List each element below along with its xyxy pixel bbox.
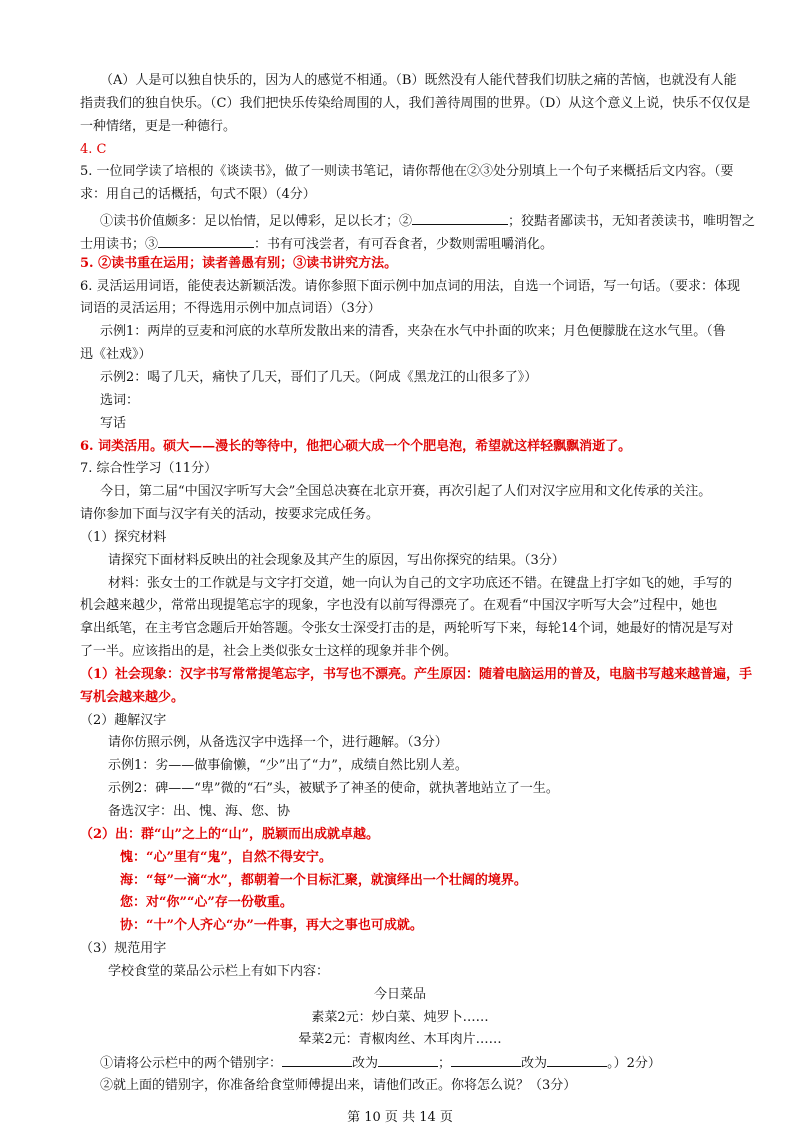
correct-char-1-blank[interactable] <box>378 1054 438 1067</box>
question-5-text: ：书有可浅尝者，有可吞食者，少数则需咀嚼消化。 <box>254 237 554 252</box>
material-line: 了一半。应该指出的是，社会上类似张女士这样的现象并非个例。 <box>80 644 458 659</box>
question-5: 5. 一位同学读了培根的《谈读书》，做了一则读书笔记，请你帮他在②③处分别填上一个句子来概括后文内容。（要 <box>80 164 734 179</box>
material-line: 材料：张女士的工作就是与文字打交道，她一向认为自己的文字功底还不错。在键盘上打字如飞的她，手写的 <box>108 576 733 591</box>
question-7-intro: 今日，第二届“中国汉字听写大会”全国总决赛在北京开赛，再次引起了人们对汉字应用和文化传承的关注。 <box>100 484 712 499</box>
material-line: 拿出纸笔，在主考官念题后开始答题。令张女士深受打击的是，两轮听写下来，每轮14个词，她最好的情况是写对 <box>80 621 734 636</box>
answer-4: 4. C <box>80 142 107 157</box>
question-7-intro: 请你参加下面与汉字有关的活动，按要求完成任务。 <box>80 507 380 522</box>
subquestion-1-prompt: 请探究下面材料反映出的社会现象及其产生的原因，写出你探究的结果。（3分） <box>108 553 565 568</box>
wrong-char-2-blank[interactable] <box>451 1054 521 1067</box>
answer-7-2-line: 协：“十”个人齐心“办”一件事，再大之事也可成就。 <box>120 918 423 933</box>
question-5-text: ；狡黠者鄙读书，无知者羡读书，唯明智之 <box>508 214 756 229</box>
question-5-text: ①读书价值颇多：足以怡情，足以傅彩，足以长才；② <box>100 214 413 229</box>
task-text: ①请将公示栏中的两个错别字： <box>100 1056 283 1071</box>
answer-blank-3[interactable] <box>158 232 254 248</box>
subquestion-3-title: （3）规范用字 <box>80 941 167 956</box>
task-text: ； <box>438 1056 452 1071</box>
wrong-char-1-blank[interactable] <box>282 1054 352 1067</box>
question-6: 6. 灵活运用词语，能使表达新颖活泼。请你参照下面示例中加点词的用法，自选一个词语，写一句话。（要求：体现 <box>80 279 741 294</box>
question-5-line: 求：用自己的话概括，句式不限）（4分） <box>80 187 316 202</box>
answer-7-2-line: 您：对“你”“心”存一份敬重。 <box>120 895 293 910</box>
answer-7-2-line: 愧：“心”里有“鬼”，自然不得安宁。 <box>120 850 332 865</box>
menu-item: 晕菜2元：青椒肉丝、木耳肉片…… <box>298 1032 502 1047</box>
task-text: 改为 <box>352 1056 379 1071</box>
question-6-line: 词语的灵活运用；不得选用示例中加点词语）（3分） <box>80 301 381 316</box>
example-line: 示例2：碑——“卑”微的“石”头，被赋予了神圣的使命，就执著地站立了一生。 <box>108 781 559 796</box>
subquestion-2-title: （2）趣解汉字 <box>80 713 167 728</box>
subquestion-3-task-2: ②就上面的错别字，你准备给食堂师傅提出来，请他们改正。你将怎么说？（3分） <box>100 1078 577 1093</box>
example-1: 示例1：两岸的豆麦和河底的水草所发散出来的清香，夹杂在水气中扑面的吹来；月色便朦胧在这水气里。（鲁 <box>100 324 726 339</box>
answer-5: 5. ②读书重在运用；读者善愚有别；③读书讲究方法。 <box>80 256 398 271</box>
material-line: 机会越来越少，常常出现提笔忘字的现象，字也没有以前写得漂亮了。在观看“中国汉字听写大会”过程中，她也 <box>80 598 718 613</box>
question-5-line <box>80 232 740 254</box>
answer-7-2: （2）出：群“山”之上的“山”，脱颖而出成就卓越。 <box>80 827 379 842</box>
passage-line: 一种情绪，更是一种德行。 <box>80 119 237 134</box>
subquestion-3-intro: 学校食堂的菜品公示栏上有如下内容： <box>108 964 330 979</box>
answer-blank-2[interactable] <box>412 209 508 225</box>
answer-7-1: （1）社会现象：汉字书写常常提笔忘字，书写也不漂亮。产生原因：随着电脑运用的普及，电脑书写越来越普遍，手 <box>80 667 753 682</box>
task-text: 。）2分） <box>607 1056 661 1071</box>
answer-6: 6. 词类活用。硕大——漫长的等待中，他把心硕大成一个个肥皂泡，希望就这样轻飘飘消逝了。 <box>80 439 632 454</box>
subquestion-3-task-1 <box>100 1054 760 1073</box>
question-5-text: 士用读书；③ <box>80 237 159 252</box>
passage-line: （A）人是可以独自快乐的，因为人的感觉不相通。（B）既然没有人能代替我们切肤之痛的苦恼，也就没有人能 <box>100 73 737 88</box>
question-7: 7. 综合性学习（11分） <box>80 461 218 476</box>
correct-char-2-blank[interactable] <box>547 1054 607 1067</box>
menu-item: 素菜2元：炒白菜、炖罗卜…… <box>311 1010 489 1025</box>
subquestion-1-title: （1）探究材料 <box>80 530 167 545</box>
candidate-characters: 备选汉字：出、愧、海、您、协 <box>108 804 291 819</box>
example-1-line: 迅《社戏》） <box>80 347 152 362</box>
subquestion-2-prompt: 请你仿照示例，从备选汉字中选择一个，进行趣解。（3分） <box>108 735 448 750</box>
example-line: 示例1：劣——做事偷懒，“少”出了“力”，成绩自然比别人差。 <box>108 758 468 773</box>
passage-line: 指责我们的独自快乐。（C）我们把快乐传染给周围的人，我们善待周围的世界。（D）从这个意义上说，快乐不仅仅是 <box>80 96 751 111</box>
word-choice-label: 选词： <box>100 393 140 408</box>
task-text: 改为 <box>521 1056 548 1071</box>
menu-title: 今日菜品 <box>373 987 426 1002</box>
question-5-line <box>100 209 760 231</box>
answer-7-1-line: 写机会越来越少。 <box>80 690 185 705</box>
answer-7-2-line: 海：“每”一滴“水”，都朝着一个目标汇聚，就演绎出一个壮阔的境界。 <box>120 873 527 888</box>
example-2: 示例2：喝了几天，痛快了几天，哥们了几天。（阿成《黑龙江的山很多了》） <box>100 370 538 385</box>
page-footer: 第 10 页 共 14 页 <box>347 1110 453 1125</box>
write-sentence-label: 写话 <box>100 416 127 431</box>
